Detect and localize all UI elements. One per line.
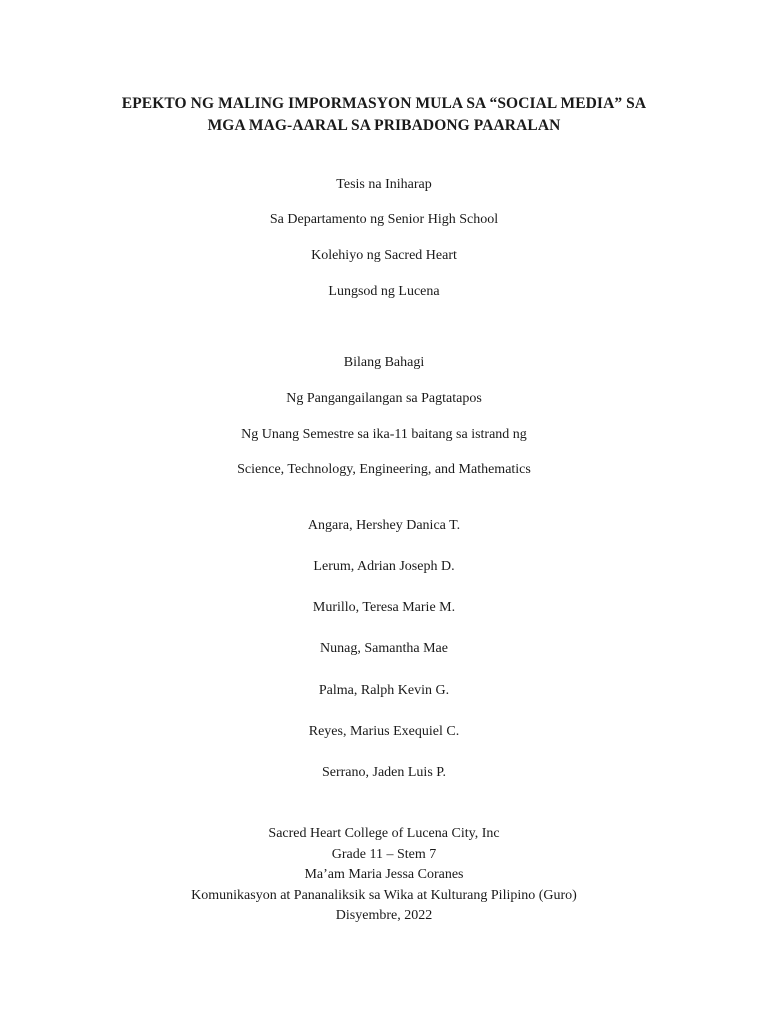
thesis-title-line-1: EPEKTO NG MALING IMPORMASYON MULA SA “SOCIAL MEDIA” SA — [121, 95, 647, 112]
institution-line: Sacred Heart College of Lucena City, Inc — [268, 826, 500, 841]
department-line: Sa Departamento ng Senior High School — [269, 212, 499, 227]
requirement-line-3: Ng Unang Semestre sa ika-11 baitang sa istrand ng — [241, 427, 527, 442]
city-line: Lungsod ng Lucena — [328, 284, 440, 299]
author-name: Serrano, Jaden Luis P. — [321, 765, 447, 780]
grade-section-line: Grade 11 – Stem 7 — [331, 847, 437, 862]
teacher-line: Ma’am Maria Jessa Coranes — [304, 867, 464, 882]
author-name: Angara, Hershey Danica T. — [307, 518, 461, 533]
requirement-line-1: Bilang Bahagi — [343, 355, 425, 370]
college-line: Kolehiyo ng Sacred Heart — [311, 248, 457, 263]
author-name: Reyes, Marius Exequiel C. — [308, 724, 460, 739]
thesis-title-line-2: MGA MAG-AARAL SA PRIBADONG PAARALAN — [207, 117, 561, 134]
author-name: Lerum, Adrian Joseph D. — [313, 559, 455, 574]
requirement-line-4: Science, Technology, Engineering, and Mathematics — [237, 462, 531, 477]
date-line: Disyembre, 2022 — [335, 908, 433, 923]
author-name: Murillo, Teresa Marie M. — [312, 600, 456, 615]
requirement-line-2: Ng Pangangailangan sa Pagtatapos — [286, 391, 482, 406]
submission-line: Tesis na Iniharap — [336, 177, 432, 192]
subject-line: Komunikasyon at Pananaliksik sa Wika at Kulturang Pilipino (Guro) — [191, 888, 577, 903]
author-name: Palma, Ralph Kevin G. — [318, 683, 450, 698]
author-name: Nunag, Samantha Mae — [320, 641, 448, 656]
